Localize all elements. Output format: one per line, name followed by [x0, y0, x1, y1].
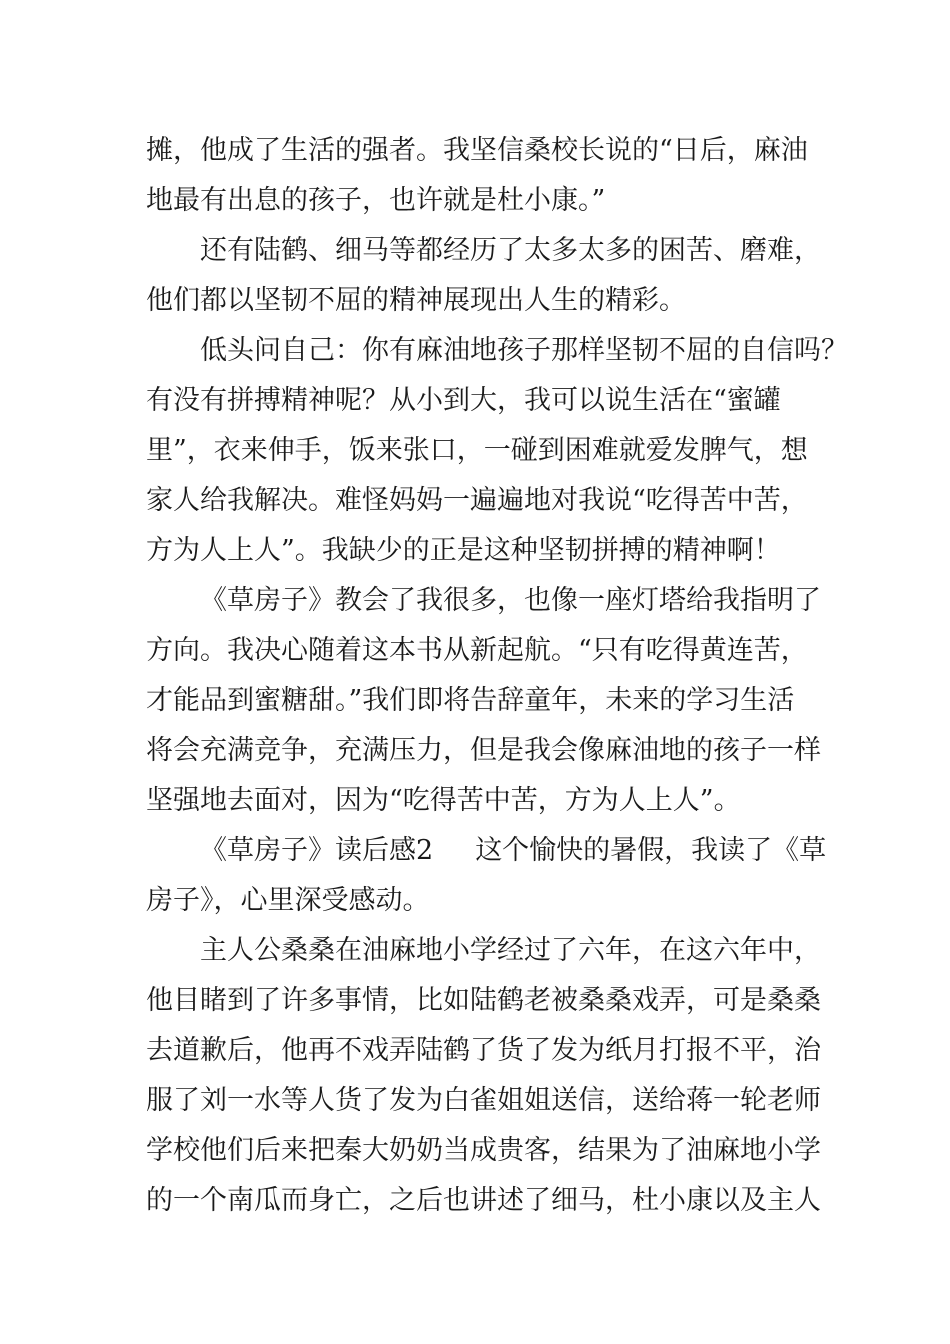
text-line: 去道歉后，他再不戏弄陆鹤了货了发为纸月打报不平，治 [146, 1035, 821, 1066]
text-line: 方向。我决心随着这本书从新起航。“只有吃得黄连苦， [146, 635, 808, 666]
text-line: 主人公桑桑在油麻地小学经过了六年，在这六年中， [200, 935, 821, 966]
text-line: 这个愉快的暑假，我读了《草 [475, 835, 827, 866]
text-line: 将会充满竞争，充满压力，但是我会像麻油地的孩子一样 [146, 735, 821, 766]
text-line: 的一个南瓜而身亡，之后也讲述了细马，杜小康以及主人 [146, 1185, 821, 1216]
text-line: 服了刘一水等人货了发为白雀姐姐送信，送给蒋一轮老师 [146, 1085, 821, 1116]
heading-line [146, 826, 836, 876]
text-line: 低头问自己：你有麻油地孩子那样坚韧不屈的自信吗？ [200, 335, 848, 366]
text-line: 他目睹到了许多事情，比如陆鹤老被桑桑戏弄，可是桑桑 [146, 985, 821, 1016]
text-line: 《草房子》教会了我很多，也像一座灯塔给我指明了 [200, 585, 821, 616]
text-line: 家人给我解决。难怪妈妈一遍遍地对我说“吃得苦中苦， [146, 485, 808, 516]
text-line: 还有陆鹤、细马等都经历了太多太多的困苦、磨难， [200, 235, 821, 266]
text-line: 有没有拼搏精神呢？从小到大，我可以说生活在“蜜罐 [146, 385, 781, 416]
text-line: 里”，衣来伸手，饭来张口，一碰到困难就爱发脾气，想 [146, 435, 808, 466]
text-line: 坚强地去面对，因为“吃得苦中苦，方为人上人”。 [146, 785, 741, 816]
text-line: 才能品到蜜糖甜。”我们即将告辞童年，未来的学习生活 [146, 685, 795, 716]
section-heading: 《草房子》读后感2 [200, 835, 434, 866]
text-line: 他们都以坚韧不屈的精神展现出人生的精彩。 [146, 285, 686, 316]
text-line: 房子》，心里深受感动。 [146, 885, 430, 916]
text-line: 地最有出息的孩子，也许就是杜小康。” [146, 185, 606, 216]
text-line: 方为人上人”。我缺少的正是这种坚韧拼搏的精神啊！ [146, 535, 781, 566]
body-text [146, 126, 848, 1226]
text-line: 摊，他成了生活的强者。我坚信桑校长说的“日后，麻油 [146, 135, 808, 166]
text-line: 学校他们后来把秦大奶奶当成贵客，结果为了油麻地小学 [146, 1135, 821, 1166]
